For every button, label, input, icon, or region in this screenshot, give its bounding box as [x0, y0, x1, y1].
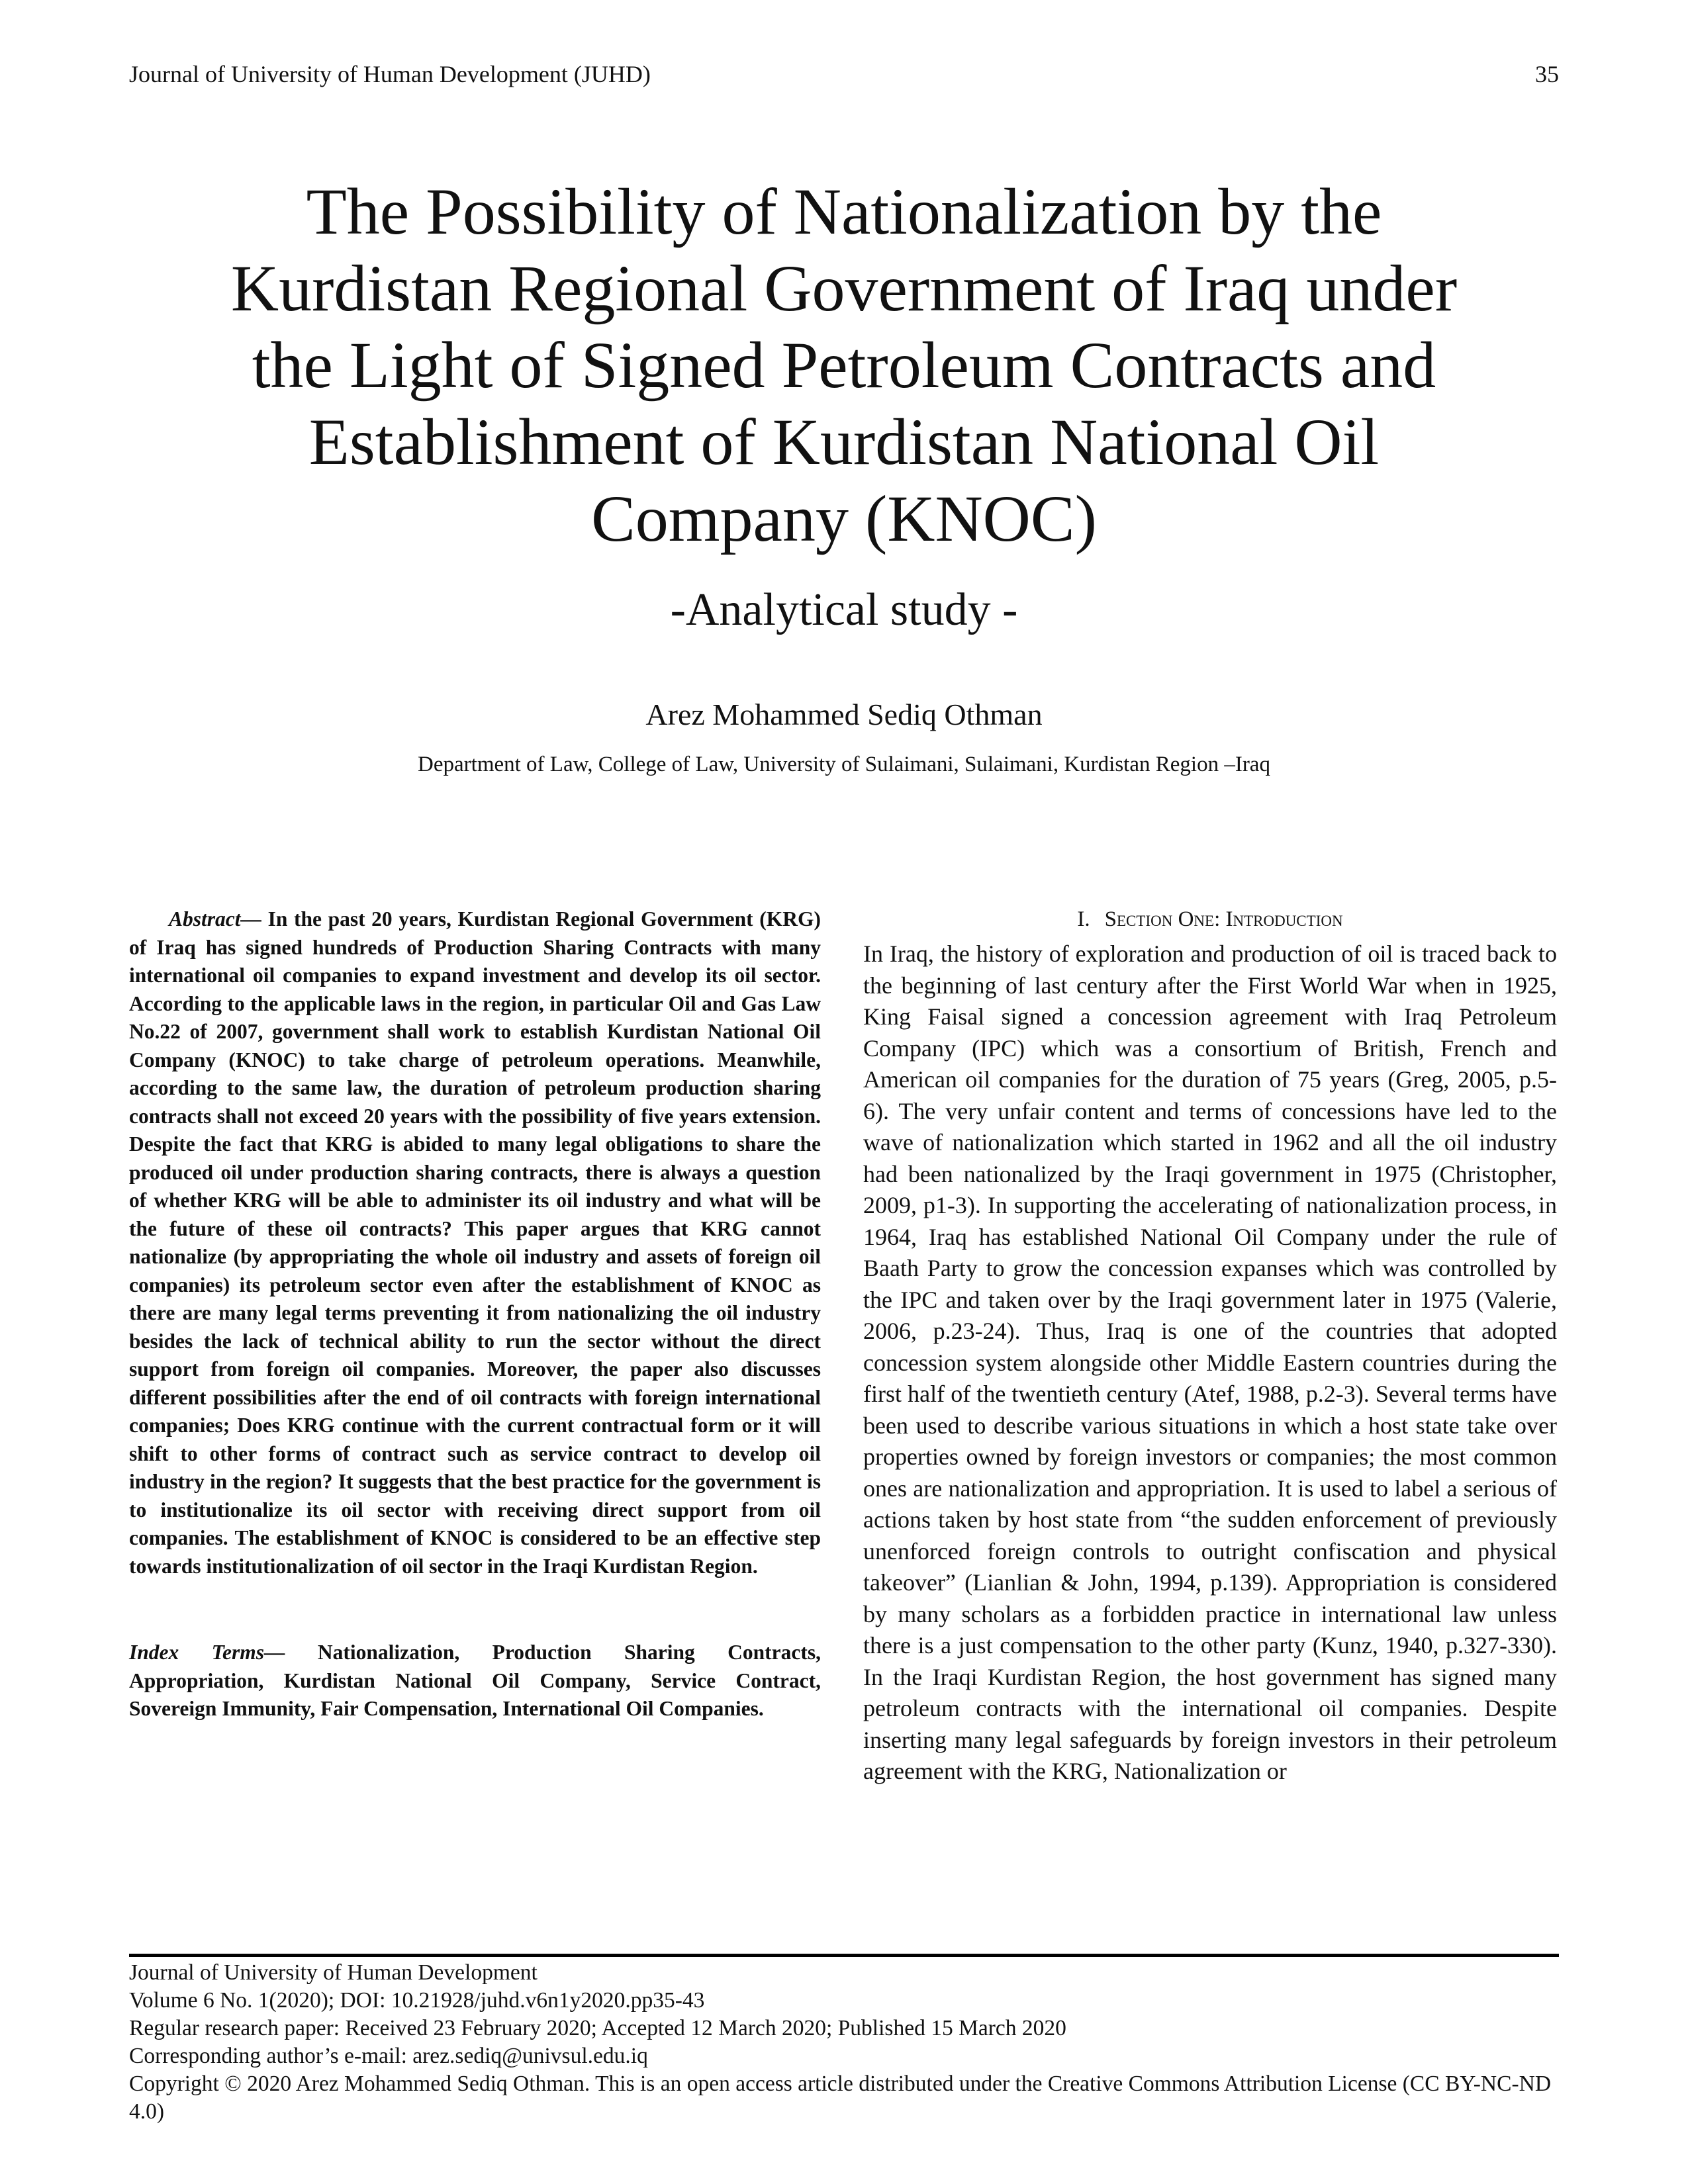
abstract-label: Abstract—: [169, 907, 262, 931]
abstract: [129, 905, 821, 1580]
footer-email: Corresponding author’s e-mail: arez.sediq@univsul.edu.iq: [129, 2044, 648, 2068]
journal-name: Journal of University of Human Development (JUHD): [129, 61, 651, 87]
footer-journal: Journal of University of Human Development: [129, 1960, 538, 1985]
footer-divider: [129, 1954, 1559, 1957]
footer: [129, 1959, 1559, 2126]
paper-title: The Possibility of Nationalization by the Kurdistan Regional Government of Iraq under the Light of Signed Petroleum Contracts and Establishment of Kurdistan National Oil Company (KNOC): [230, 175, 1458, 555]
footer-volume-doi: Volume 6 No. 1(2020); DOI: 10.21928/juhd.v6n1y2020.pp35-43: [129, 1988, 705, 2013]
introduction-body: In Iraq, the history of exploration and production of oil is traced back to the beginning of last century after the First World War when in 1925, King Faisal signed a concession agreement with Iraq Petroleum Company (IPC) which was a consortium of British, French and American oil companies for the duration of 75 years (Greg, 2005, p.5-6). The very unfair content and terms of concessions have led to the wave of nationalization which started in 1962 and all the oil industry had been nationalized by the Iraqi government in 1975 (Christopher, 2009, p1-3). In supporting the accelerating of nationalization process, in 1964, Iraq has established National Oil Company under the rule of Baath Party to grow the concession expanses which was controlled by the IPC and taken over by the Iraqi government later in 1975 (Valerie, 2006, p.23-24). Thus, Iraq is one of the countries that adopted concession system alongside other Middle Eastern countries during the first half of the twentieth century (Atef, 1988, p.2-3). Several terms have been used to describe various situations in which a host state take over properties owned by foreign investors or companies; the most common ones are nationalization and appropriation. It is used to label a serious of actions taken by host state from “the sudden enforcement of previously unenforced foreign controls to outright confiscation and physical takeover” (Lianlian & John, 1994, p.139). Appropriation is considered by many scholars as a forbidden practice in international law unless there is a just compensation to the other party (Kunz, 1940, p.327-330). In the Iraqi Kurdistan Region, the host government has signed many petroleum contracts with the international oil companies. Despite inserting many legal safeguards by foreign investors in their petroleum agreement with the KRG, Nationalization or: [863, 940, 1557, 1784]
paper-subtitle: -Analytical study -: [670, 584, 1018, 635]
footer-copyright: Copyright © 2020 Arez Mohammed Sediq Othman. This is an open access article distributed under the Creative Commons Attribution License (CC BY-NC-ND 4.0): [129, 2071, 1552, 2124]
section-title: Section One: Introduction: [1104, 907, 1343, 931]
left-column: [129, 905, 821, 1723]
footer-dates: Regular research paper: Received 23 February 2020; Accepted 12 March 2020; Published 15 March 2020: [129, 2016, 1066, 2040]
index-terms-text: Nationalization, Production Sharing Contracts, Appropriation, Kurdistan National Oil Company, Service Contract, Sovereign Immunity, Fair Compensation, International Oil Companies.: [129, 1641, 821, 1720]
index-terms: [129, 1639, 821, 1723]
running-header: [129, 60, 1559, 89]
right-column: [863, 905, 1557, 1788]
author-name: Arez Mohammed Sediq Othman: [645, 698, 1043, 731]
section-heading: [863, 905, 1557, 933]
author-affiliation: Department of Law, College of Law, University of Sulaimani, Sulaimani, Kurdistan Region –Iraq: [418, 752, 1270, 776]
section-number: I.: [1077, 907, 1090, 931]
abstract-text: In the past 20 years, Kurdistan Regional Government (KRG) of Iraq has signed hundreds of Production Sharing Contracts with many international oil companies to expand investment and develop its oil sector. According to the applicable laws in the region, in particular Oil and Gas Law No.22 of 2007, government shall work to establish Kurdistan National Oil Company (KNOC) to take charge of petroleum operations. Meanwhile, according to the same law, the duration of petroleum production sharing contracts shall not exceed 20 years with the possibility of five years extension. Despite the fact that KRG is abided to many legal obligations to share the produced oil under production sharing contracts, there is always a question of whether KRG will be able to administer its oil industry and what will be the future of these oil contracts? This paper argues that KRG cannot nationalize (by appropriating the whole oil industry and assets of foreign oil companies) its petroleum sector even after the establishment of KNOC as there are many legal terms preventing it from nationalizing the oil industry besides the lack of technical ability to run the sector without the direct support from foreign oil companies. Moreover, the paper also discusses different possibilities after the end of oil contracts with foreign international companies; Does KRG continue with the current contractual form or it will shift to other forms of contract such as service contract to develop oil industry in the region? It suggests that the best practice for the government is to institutionalize its oil sector with receiving direct support from oil companies. The establishment of KNOC is considered to be an effective step towards institutionalization of oil sector in the Iraqi Kurdistan Region.: [129, 907, 821, 1578]
page-number: 35: [1535, 61, 1559, 87]
index-terms-label: Index Terms—: [129, 1641, 285, 1664]
